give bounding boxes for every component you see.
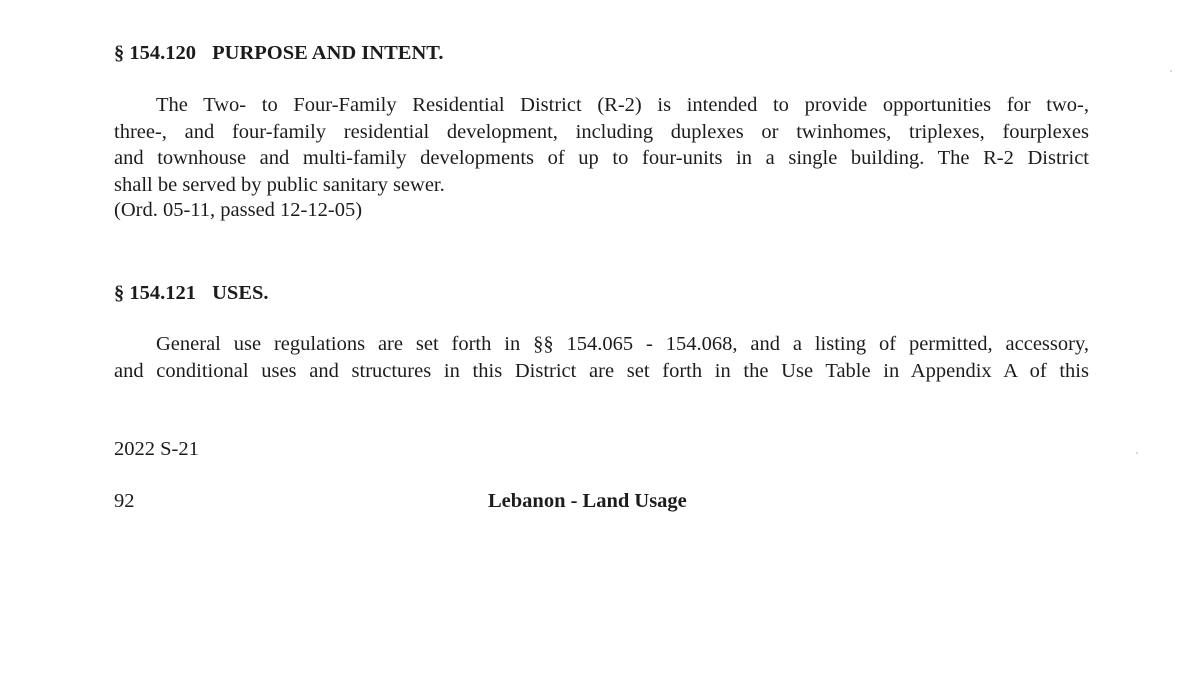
section-paragraph-154-120 (114, 92, 1089, 198)
paragraph-line: and townhouse and multi-family developments of up to four-units in a single building. The R-2 District (114, 147, 1089, 169)
ordinance-citation: (Ord. 05-11, passed 12-12-05) (114, 199, 363, 221)
page-number: 92 (114, 490, 135, 512)
section-number: § 154.120 (114, 42, 196, 64)
paragraph-line: General use regulations are set forth in §§ 154.065 - 154.068, and a listing of permitted, accessory, (156, 333, 1089, 355)
section-title: PURPOSE AND INTENT. (212, 42, 444, 64)
section-number: § 154.121 (114, 282, 196, 304)
scan-speck (1170, 70, 1172, 72)
paragraph-line: three-, and four-family residential development, including duplexes or twinhomes, triplexes, fourplexes (114, 120, 1089, 143)
paragraph-line: and conditional uses and structures in this District are set forth in the Use Table in Appendix A of this (114, 359, 1089, 382)
section-heading-154-121 (114, 282, 269, 305)
paragraph-line: The Two- to Four-Family Residential District (R-2) is intended to provide opportunities for two-, (156, 94, 1089, 116)
paragraph-line: shall be served by public sanitary sewer. (114, 173, 445, 196)
running-title: Lebanon - Land Usage (488, 490, 687, 512)
scan-speck (1136, 452, 1138, 454)
supplement-label: 2022 S-21 (114, 438, 199, 460)
section-paragraph-154-121 (114, 331, 1089, 384)
section-title: USES. (212, 282, 269, 304)
section-heading-154-120 (114, 42, 444, 65)
